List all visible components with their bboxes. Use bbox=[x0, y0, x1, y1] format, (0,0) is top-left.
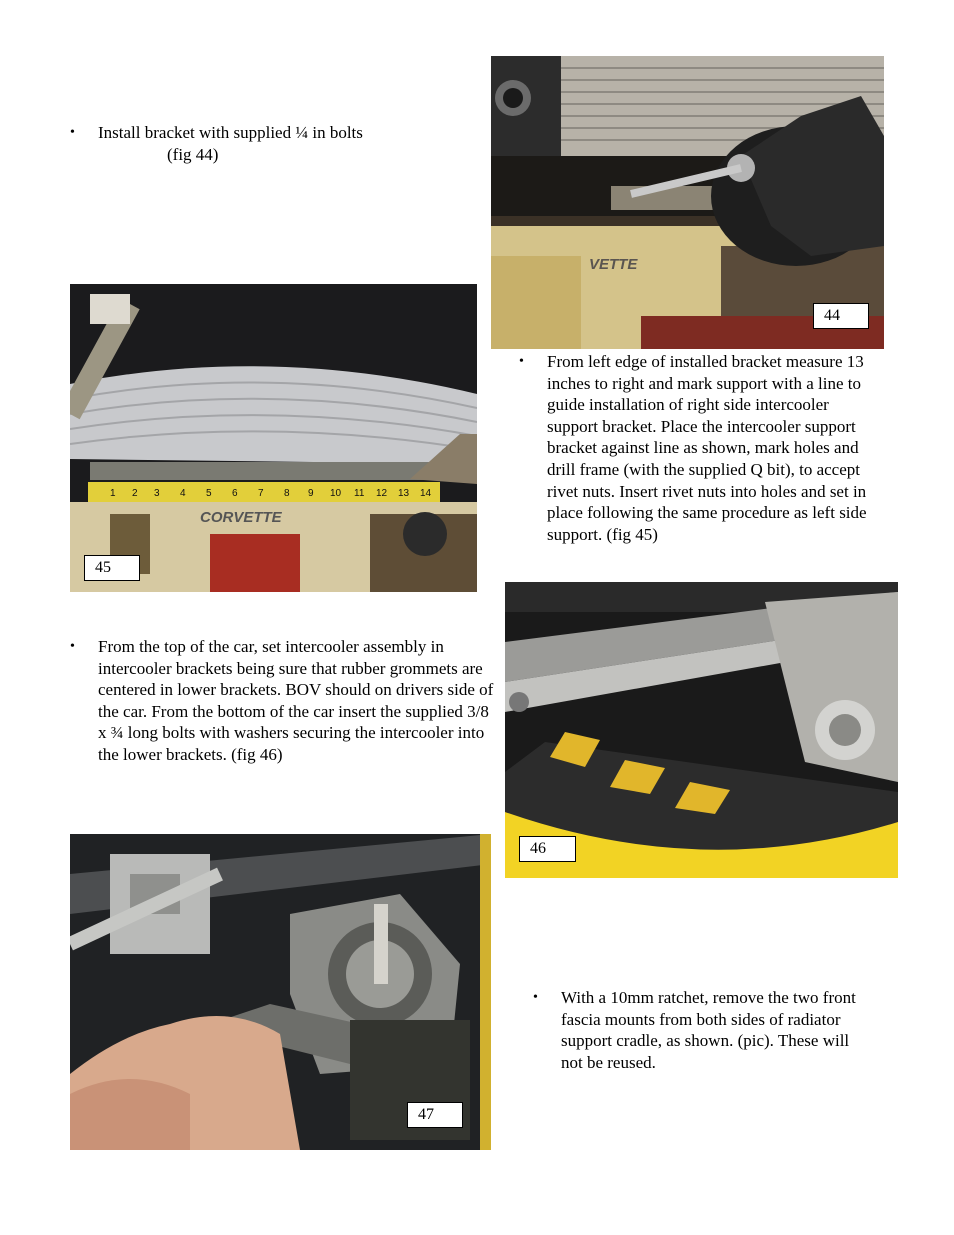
bullet: • bbox=[70, 125, 75, 140]
photo-fig-47 bbox=[70, 834, 491, 1150]
tape-number: 8 bbox=[284, 488, 290, 499]
tape-number: 4 bbox=[180, 488, 186, 499]
tape-number: 3 bbox=[154, 488, 160, 499]
photo-fig-44 bbox=[491, 56, 884, 349]
step-text: Install bracket with supplied ¼ in bolts bbox=[98, 123, 363, 142]
figure-label-45: 45 bbox=[84, 555, 140, 581]
tape-number: 11 bbox=[354, 488, 365, 499]
bullet: • bbox=[533, 990, 538, 1005]
tape-number: 5 bbox=[206, 488, 212, 499]
step-text: From left edge of installed bracket measure 13 inches to right and mark support with a line to guide installation of right side intercooler support bracket. Place the intercooler support bracket against line as shown, mark holes and drill frame (with the supplied Q bit), to accept rivet nuts. Insert rivet nuts into holes and set in place following the same procedure as left side support. (fig 45) bbox=[547, 352, 867, 544]
tape-number: 1 bbox=[110, 488, 116, 499]
step-figure-ref: (fig 44) bbox=[167, 144, 219, 164]
step-set-intercooler bbox=[70, 636, 495, 766]
step-text: With a 10mm ratchet, remove the two front fascia mounts from both sides of radiator support cradle, as shown. (pic). These will not be reused. bbox=[561, 988, 856, 1072]
tape-number: 9 bbox=[308, 488, 314, 499]
step-text: From the top of the car, set intercooler assembly in intercooler brackets being sure that rubber grommets are centered in lower brackets. BOV should on drivers side of the car. From the bottom of the car insert the supplied 3/8 x ¾ long bolts with washers securing the intercooler into the lower brackets. (fig 46) bbox=[98, 637, 494, 764]
tape-number: 12 bbox=[376, 488, 388, 499]
photo-fig-45 bbox=[70, 284, 477, 592]
bullet: • bbox=[70, 639, 75, 654]
photo-brand-text: CORVETTE bbox=[200, 509, 282, 526]
step-measure-bracket bbox=[519, 351, 879, 545]
tape-number: 2 bbox=[132, 488, 138, 499]
tape-number: 13 bbox=[398, 488, 410, 499]
bullet: • bbox=[519, 354, 524, 369]
tape-number: 14 bbox=[420, 488, 432, 499]
figure-label-46: 46 bbox=[519, 836, 576, 862]
tape-number: 10 bbox=[330, 488, 342, 499]
photo-fig-46 bbox=[505, 582, 898, 878]
step-install-bracket bbox=[70, 122, 470, 165]
figure-label-47: 47 bbox=[407, 1102, 463, 1128]
tape-number: 7 bbox=[258, 488, 264, 499]
photo-brand-text: VETTE bbox=[589, 256, 638, 273]
tape-number: 6 bbox=[232, 488, 238, 499]
figure-label-44: 44 bbox=[813, 303, 869, 329]
step-remove-fascia-mounts bbox=[533, 987, 873, 1073]
